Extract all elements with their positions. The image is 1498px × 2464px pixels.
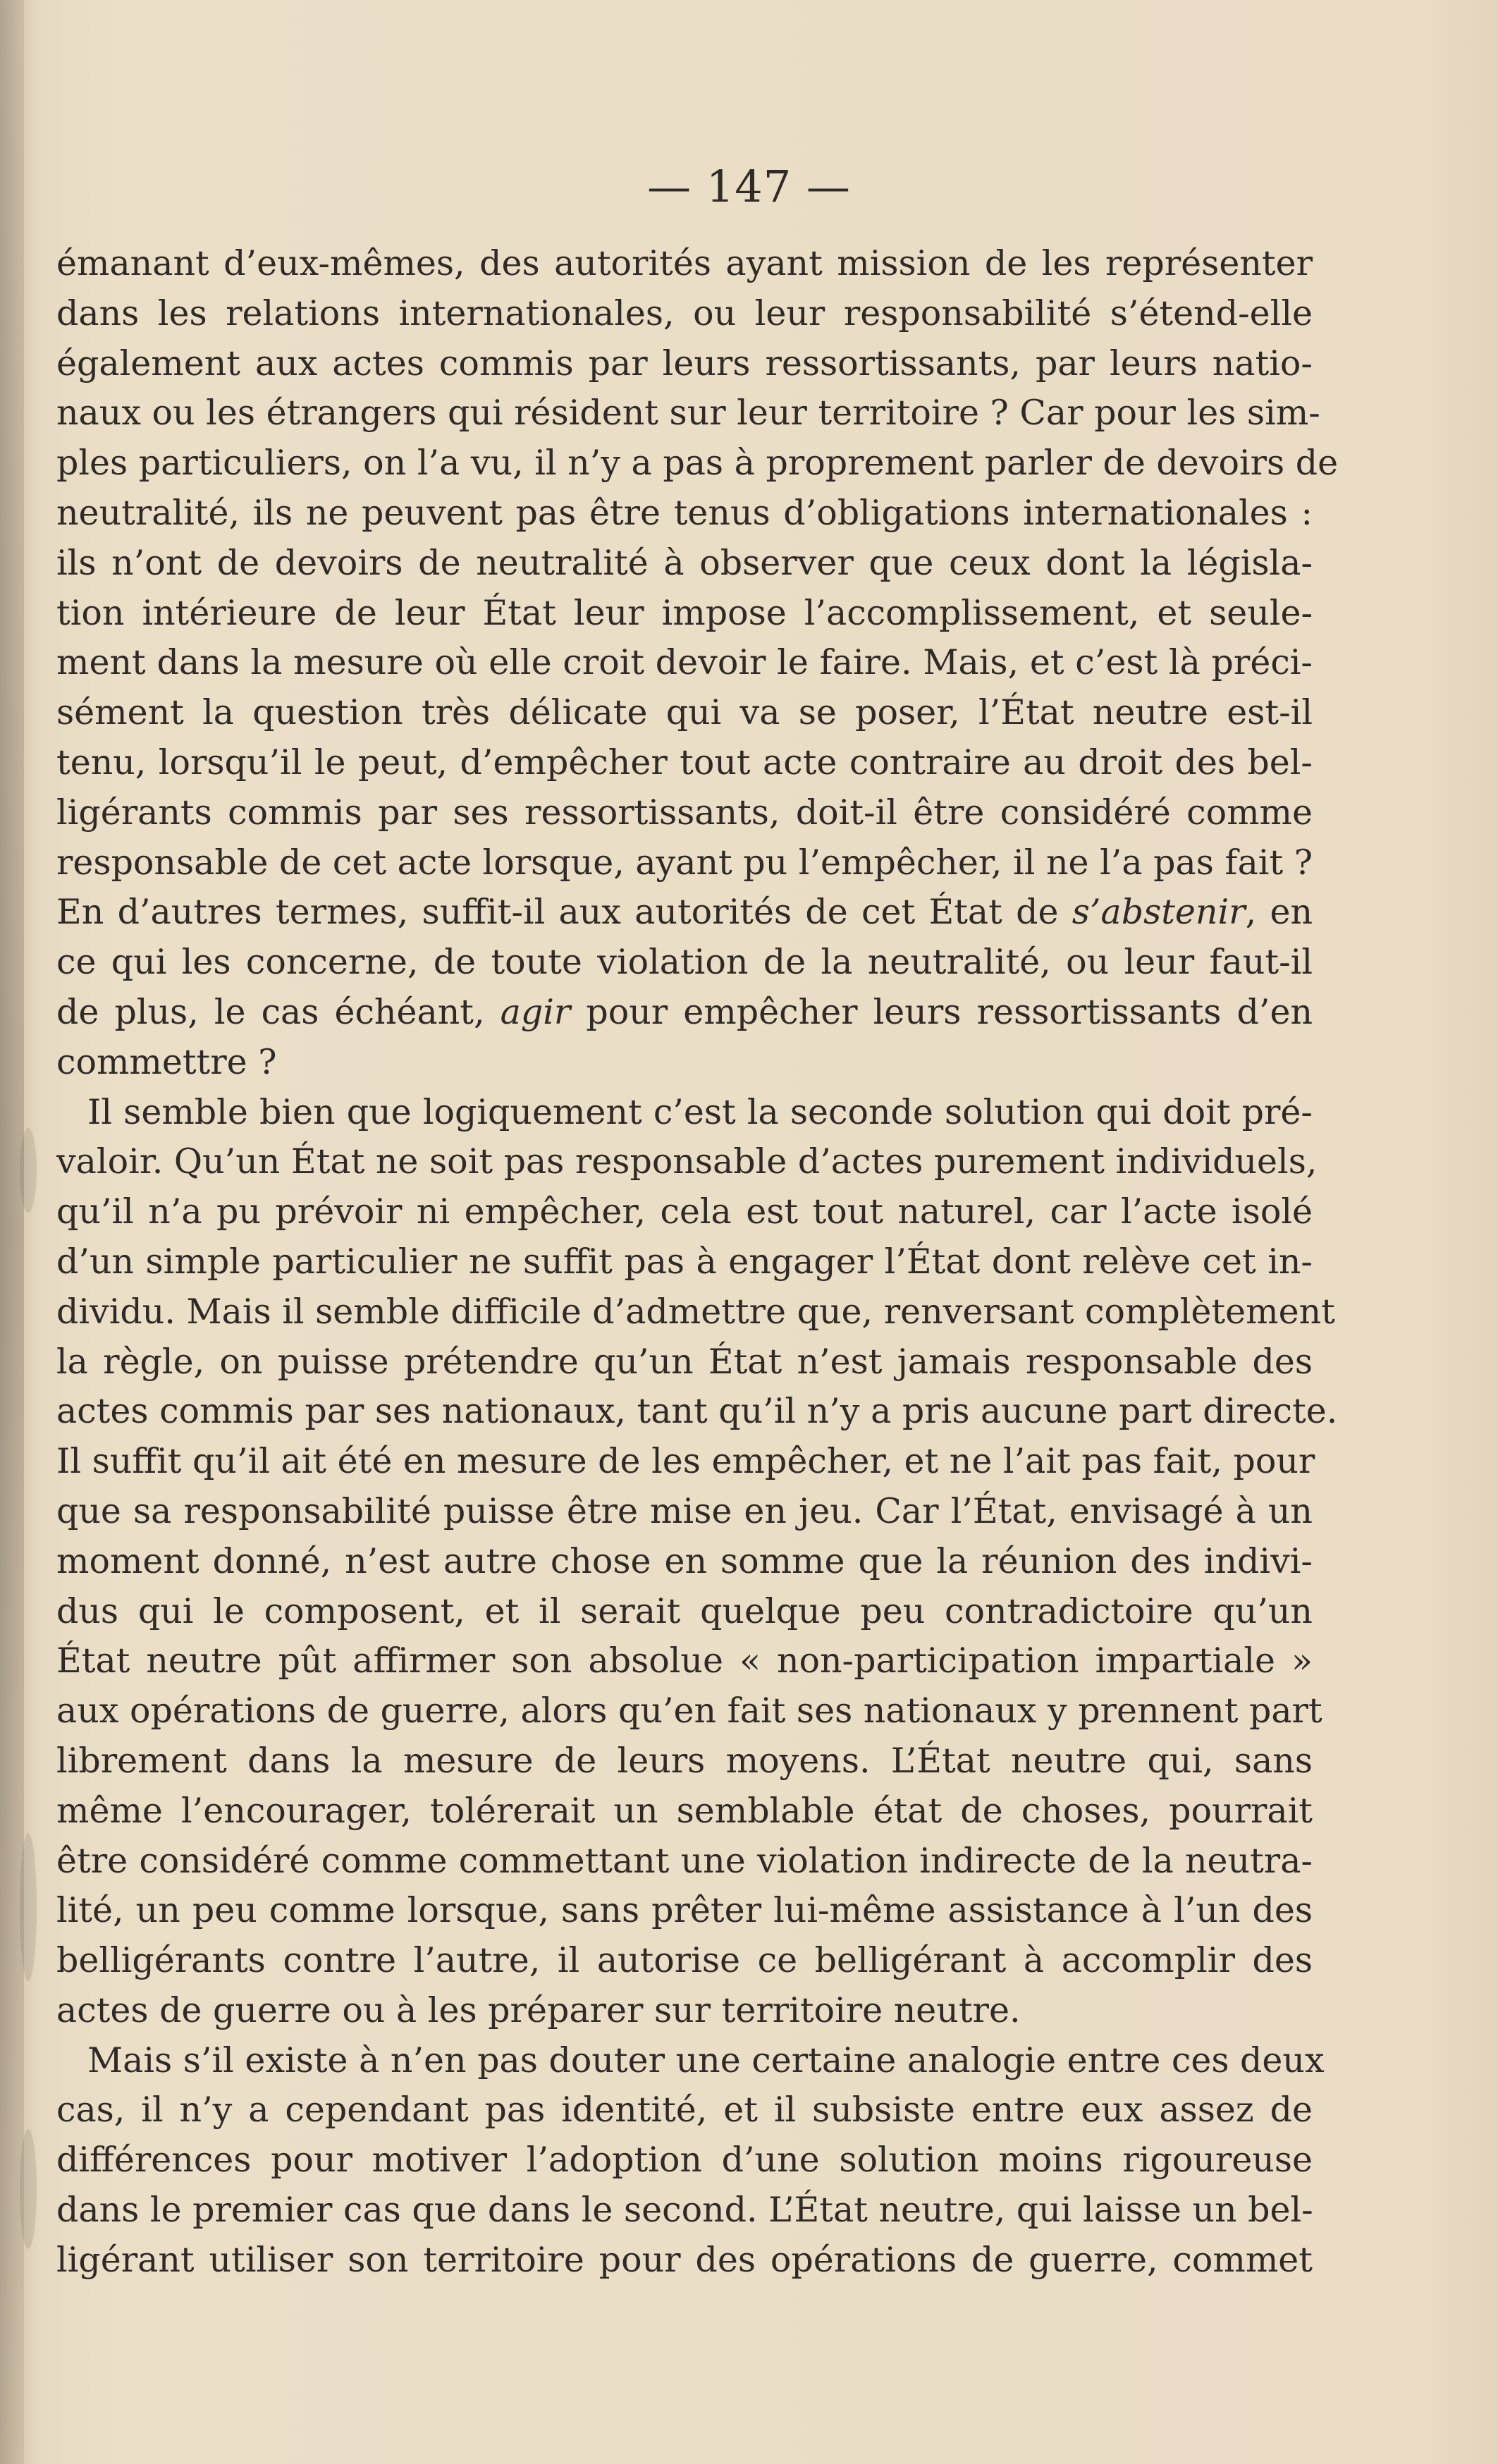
text-line: dans le premier cas que dans le second. L’État neutre, qui laisse un bel- — [56, 2190, 1313, 2231]
text-line: actes de guerre ou à les préparer sur territoire neutre. — [56, 1990, 1021, 2030]
text-line: cas, il n’y a cependant pas identité, et il subsiste entre eux assez de — [56, 2090, 1313, 2131]
text-line: ment dans la mesure où elle croit devoir le faire. Mais, et c’est là préci- — [56, 642, 1313, 683]
text-line: moment donné, n’est autre chose en somme que la réunion des indivi- — [56, 1540, 1313, 1581]
text-line: lité, un peu comme lorsque, sans prêter lui-même assistance à l’un des — [56, 1890, 1313, 1931]
text-line: dans les relations internationales, ou leur responsabilité s’étend-elle — [56, 293, 1313, 333]
text-line: commettre ? — [56, 1041, 277, 1082]
text-line: valoir. Qu’un État ne soit pas responsable d’actes purement individuels, — [56, 1141, 1318, 1182]
text-line: ligérant utiliser son territoire pour des opérations de guerre, commet — [56, 2239, 1313, 2280]
text-line: librement dans la mesure de leurs moyens. L’État neutre qui, sans — [56, 1740, 1313, 1781]
italic-emphasis: s’abstenir — [1072, 892, 1246, 933]
text-line: même l’encourager, tolérerait un semblable état de choses, pourrait — [56, 1790, 1313, 1831]
text-line: dividu. Mais il semble difficile d’admettre que, renversant complètement — [56, 1291, 1335, 1332]
text-line: dus qui le composent, et il serait quelque peu contradictoire qu’un — [56, 1590, 1313, 1631]
page-number: — 147 — — [647, 161, 851, 212]
text-line: ligérants commis par ses ressortissants, doit-il être considéré comme — [56, 792, 1313, 833]
text-line: être considéré comme commettant une violation indirecte de la neutra- — [56, 1840, 1313, 1881]
text-line: ples particuliers, on l’a vu, il n’y a pas à proprement parler de devoirs de — [56, 443, 1339, 484]
text-line: actes commis par ses nationaux, tant qu’il n’y a pris aucune part directe. — [56, 1391, 1338, 1432]
text-line: belligérants contre l’autre, il autorise ce belligérant à accomplir des — [56, 1940, 1313, 1981]
text-line: également aux actes commis par leurs ressortissants, par leurs natio- — [56, 343, 1313, 384]
paragraph-first-line: Mais s’il existe à n’en pas douter une certaine analogie entre ces deux — [87, 2040, 1325, 2080]
text-line: émanant d’eux-mêmes, des autorités ayant mission de les représenter — [56, 243, 1313, 283]
left-edge-smudge — [20, 2129, 37, 2249]
text-line: responsable de cet acte lorsque, ayant pu l’empêcher, il ne l’a pas fait ? — [56, 842, 1313, 883]
text-line: différences pour motiver l’adoption d’une solution moins rigoureuse — [56, 2140, 1313, 2181]
text-line: d’un simple particulier ne suffit pas à engager l’État dont relève cet in- — [56, 1241, 1313, 1282]
text-line: que sa responsabilité puisse être mise en jeu. Car l’État, envisagé à un — [56, 1490, 1313, 1531]
text-line: ce qui les concerne, de toute violation de la neutralité, ou leur faut-il — [56, 942, 1313, 983]
text-line: aux opérations de guerre, alors qu’en fait ses nationaux y prennent part — [56, 1691, 1322, 1731]
text-line: neutralité, ils ne peuvent pas être tenus d’obligations internationales : — [56, 492, 1313, 533]
text-line: État neutre pût affirmer son absolue « non-participation impartiale » — [56, 1641, 1313, 1681]
text-line: de plus, le cas échéant, agir pour empêcher leurs ressortissants d’en — [56, 991, 1313, 1032]
text-line: ils n’ont de devoirs de neutralité à observer que ceux dont la législa- — [56, 542, 1313, 583]
text-line: qu’il n’a pu prévoir ni empêcher, cela est tout naturel, car l’acte isolé — [56, 1191, 1313, 1232]
left-edge-smudge — [20, 1833, 37, 1981]
left-edge-smudge — [20, 1128, 37, 1213]
text-line: naux ou les étrangers qui résident sur leur territoire ? Car pour les sim- — [56, 393, 1320, 434]
paragraph-first-line: Il semble bien que logiquement c’est la seconde solution qui doit pré- — [87, 1091, 1313, 1132]
text-line: sément la question très délicate qui va se poser, l’État neutre est-il — [56, 692, 1313, 733]
text-line: tion intérieure de leur État leur impose l’accomplissement, et seule- — [56, 592, 1313, 633]
italic-emphasis: agir — [500, 991, 571, 1032]
text-line: En d’autres termes, suffit-il aux autorités de cet État de s’abstenir, en — [56, 892, 1313, 933]
text-line: tenu, lorsqu’il le peut, d’empêcher tout acte contraire au droit des bel- — [56, 742, 1313, 783]
body-text — [56, 239, 1339, 2286]
text-line: la règle, on puisse prétendre qu’un État n’est jamais responsable des — [56, 1341, 1313, 1382]
text-line: Il suffit qu’il ait été en mesure de les empêcher, et ne l’ait pas fait, pour — [56, 1441, 1315, 1482]
